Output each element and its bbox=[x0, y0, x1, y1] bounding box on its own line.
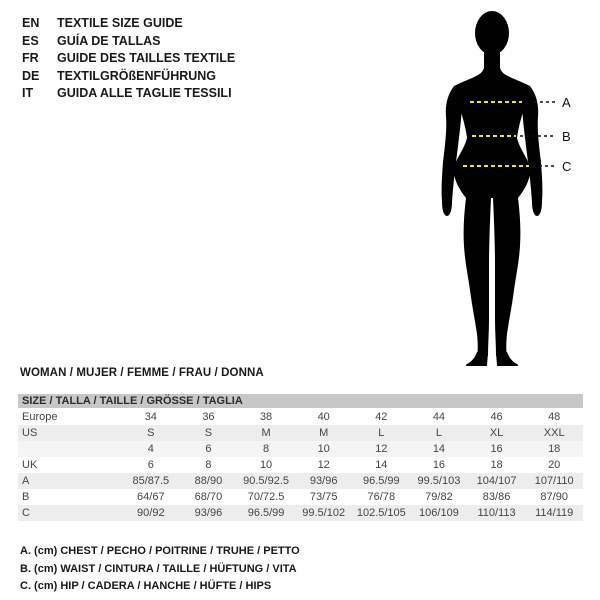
size-cell: 68/70 bbox=[194, 491, 223, 503]
size-cell: 83/86 bbox=[482, 491, 511, 503]
table-row bbox=[18, 457, 583, 473]
language-title: TEXTILGRÖßENFÜHRUNG bbox=[57, 68, 217, 83]
size-cell: 90/92 bbox=[137, 507, 165, 519]
measurement-legend bbox=[20, 543, 300, 596]
size-cell: 93/96 bbox=[309, 475, 338, 487]
size-cell: 36 bbox=[202, 411, 215, 423]
language-row bbox=[22, 33, 235, 51]
language-row bbox=[22, 15, 235, 33]
size-cell: 64/67 bbox=[137, 491, 165, 503]
silhouette-right-arm bbox=[522, 86, 542, 216]
female-silhouette-svg bbox=[430, 8, 600, 368]
size-cell: 6 bbox=[147, 459, 154, 471]
size-cell: 20 bbox=[548, 459, 561, 471]
size-table-section bbox=[18, 394, 583, 521]
size-cell: S bbox=[204, 427, 213, 439]
size-cell: 79/82 bbox=[425, 491, 453, 503]
size-cell: 18 bbox=[548, 443, 561, 455]
female-silhouette bbox=[442, 11, 543, 366]
size-cell: 4 bbox=[147, 443, 154, 455]
size-table bbox=[18, 409, 583, 521]
language-code: ES bbox=[22, 33, 39, 48]
size-cell: 12 bbox=[317, 459, 330, 471]
size-cell: 44 bbox=[432, 411, 446, 423]
size-cell: 12 bbox=[375, 443, 388, 455]
size-cell: 34 bbox=[144, 411, 157, 423]
row-label: US bbox=[22, 427, 38, 439]
row-label: B bbox=[22, 491, 30, 503]
table-row bbox=[18, 425, 583, 441]
size-cell: 99.5/103 bbox=[417, 475, 461, 487]
marker-label-c: C bbox=[562, 159, 572, 174]
size-cell: M bbox=[261, 427, 271, 439]
size-cell: L bbox=[435, 427, 442, 439]
size-cell: 10 bbox=[317, 443, 330, 455]
size-cell: 88/90 bbox=[194, 475, 223, 487]
table-row bbox=[18, 505, 583, 521]
row-label: UK bbox=[22, 459, 38, 471]
legend-line: A. (cm) CHEST / PECHO / POITRINE / TRUHE / PETTO bbox=[20, 545, 300, 557]
size-cell: 85/87.5 bbox=[132, 475, 170, 487]
size-cell: 102.5/105 bbox=[356, 507, 406, 519]
size-cell: 99.5/102 bbox=[302, 507, 346, 519]
language-code: FR bbox=[22, 51, 39, 65]
size-table-body bbox=[18, 409, 583, 521]
silhouette-torso bbox=[454, 68, 530, 198]
size-cell: 14 bbox=[432, 443, 446, 455]
size-cell: 106/109 bbox=[419, 507, 459, 519]
size-cell: 70/72.5 bbox=[247, 491, 285, 503]
size-cell: 14 bbox=[375, 459, 388, 471]
size-cell: 8 bbox=[205, 459, 212, 471]
language-title: GUÍA DE TALLAS bbox=[57, 33, 161, 48]
size-guide-figure bbox=[430, 8, 600, 368]
size-cell: 6 bbox=[205, 443, 212, 455]
size-cell: 73/75 bbox=[309, 491, 338, 503]
size-cell: 48 bbox=[548, 411, 561, 423]
size-cell: 10 bbox=[259, 459, 273, 471]
language-row bbox=[22, 50, 235, 68]
size-cell: 110/113 bbox=[477, 507, 516, 519]
language-code: IT bbox=[22, 86, 34, 100]
size-cell: 18 bbox=[490, 459, 503, 471]
size-cell: 87/90 bbox=[540, 491, 568, 503]
language-title: GUIDA ALLE TAGLIE TESSILI bbox=[57, 86, 232, 100]
language-list bbox=[22, 15, 235, 103]
size-cell: 107/110 bbox=[534, 475, 574, 487]
language-row bbox=[22, 68, 235, 86]
size-cell: XL bbox=[489, 427, 504, 439]
legend-line: B. (cm) WAIST / CINTURA / TAILLE / HÜFTUNG / VITA bbox=[20, 562, 297, 575]
row-label: A bbox=[22, 475, 30, 487]
section-title: WOMAN / MUJER / FEMME / FRAU / DONNA bbox=[20, 367, 264, 379]
table-row bbox=[18, 473, 583, 489]
size-cell: 90.5/92.5 bbox=[243, 475, 289, 487]
size-cell: 16 bbox=[490, 443, 503, 455]
row-label: C bbox=[22, 507, 30, 519]
language-title: GUIDE DES TAILLES TEXTILE bbox=[57, 51, 236, 65]
size-cell: 104/107 bbox=[476, 475, 517, 487]
size-cell: XXL bbox=[543, 427, 565, 439]
size-cell: 76/78 bbox=[367, 491, 396, 503]
table-row bbox=[18, 441, 583, 457]
silhouette-right-leg bbox=[493, 198, 520, 356]
size-cell: M bbox=[319, 427, 329, 439]
silhouette-left-leg bbox=[464, 198, 491, 356]
size-cell: 8 bbox=[263, 443, 270, 455]
size-table-header: SIZE / TALLA / TAILLE / GRÖSSE / TAGLIA bbox=[18, 394, 583, 408]
size-cell: 38 bbox=[259, 411, 273, 423]
language-code: EN bbox=[22, 16, 40, 30]
row-label bbox=[18, 441, 122, 457]
marker-label-b: B bbox=[562, 129, 571, 144]
language-code: DE bbox=[22, 68, 40, 83]
row-label: Europe bbox=[22, 411, 58, 423]
size-cell: S bbox=[147, 427, 155, 439]
size-cell: 93/96 bbox=[194, 507, 223, 519]
size-cell: L bbox=[378, 427, 385, 439]
size-cell: 16 bbox=[432, 459, 446, 471]
size-cell: 46 bbox=[490, 411, 503, 423]
table-row bbox=[18, 409, 583, 425]
size-cell: 96.5/99 bbox=[247, 507, 285, 519]
silhouette-right-foot bbox=[496, 352, 518, 366]
marker-label-a: A bbox=[562, 95, 571, 110]
language-row bbox=[22, 85, 235, 103]
silhouette-left-arm bbox=[442, 86, 462, 216]
table-row bbox=[18, 489, 583, 505]
size-cell: 42 bbox=[375, 411, 388, 423]
size-cell: 40 bbox=[317, 411, 330, 423]
legend-line: C. (cm) HIP / CADERA / HANCHE / HÜFTE / HIPS bbox=[20, 580, 272, 592]
size-cell: 96.5/99 bbox=[362, 475, 400, 487]
language-title: TEXTILE SIZE GUIDE bbox=[57, 16, 183, 30]
size-cell: 114/119 bbox=[535, 507, 574, 519]
silhouette-left-foot bbox=[466, 352, 488, 366]
